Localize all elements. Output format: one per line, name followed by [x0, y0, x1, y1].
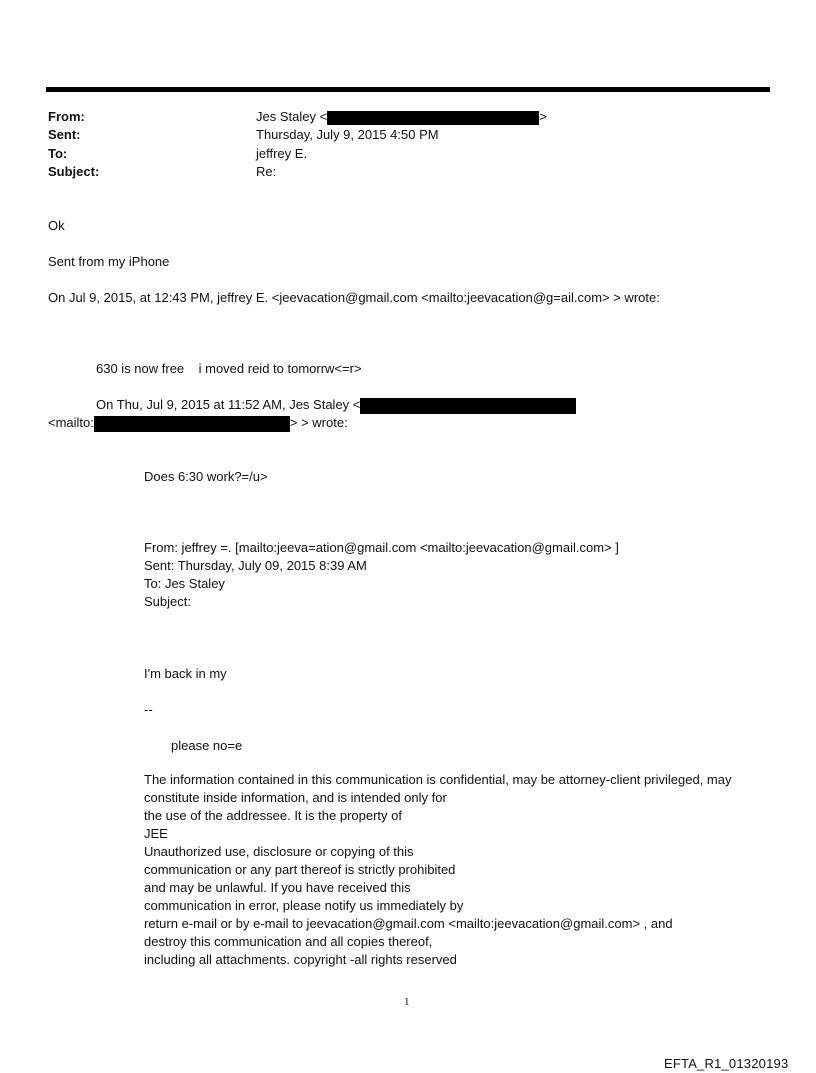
disclaimer — [144, 771, 731, 969]
to-value: jeffrey E. — [256, 146, 308, 161]
disclaimer-line: communication in error, please notify us immediately by — [144, 898, 464, 913]
level1-quote-intro-b — [48, 414, 348, 432]
disclaimer-line: the use of the addressee. It is the property of — [144, 808, 402, 823]
disclaimer-line: destroy this communication and all copies thereof, — [144, 934, 433, 949]
signature-separator: -- — [144, 702, 153, 717]
to-label: To: — [48, 146, 68, 161]
level1-quote-intro-a — [96, 396, 576, 414]
header-rule — [46, 87, 770, 92]
disclaimer-line: communication or any part thereof is strictly prohibited — [144, 862, 456, 877]
sent-label: Sent: — [48, 127, 81, 142]
mailto-prefix: <mailto: — [48, 415, 94, 430]
signature-text: Sent from my iPhone — [48, 254, 170, 269]
disclaimer-line: including all attachments. copyright -all rights reserved — [144, 952, 457, 967]
disclaimer-line: The information contained in this communication is confidential, may be attorney-client privileged, may — [144, 772, 732, 787]
redaction-bar — [360, 398, 576, 414]
disclaimer-line: constitute inside information, and is intended only for — [144, 790, 447, 805]
redaction-bar — [327, 111, 539, 125]
level1-message: 630 is now free i moved reid to tomorrw<=r> — [96, 361, 362, 376]
from-value — [256, 108, 547, 125]
redaction-bar — [94, 416, 290, 432]
disclaimer-line: return e-mail or by e-mail to jeevacation@gmail.com <mailto:jeevacation@gmail.com> , and — [144, 916, 673, 931]
wrote-text: > > wrote: — [289, 415, 348, 430]
signature-note: please no=e — [171, 738, 243, 753]
bates-id: EFTA_R1_01320193 — [664, 1056, 789, 1071]
fwd-to: To: Jes Staley — [144, 576, 225, 591]
fwd-sent: Sent: Thursday, July 09, 2015 8:39 AM — [144, 558, 367, 573]
reply-text: Ok — [48, 218, 65, 233]
disclaimer-line: Unauthorized use, disclosure or copying of this — [144, 844, 414, 859]
quote-intro: On Jul 9, 2015, at 12:43 PM, jeffrey E. <jeevacation@gmail.com <mailto:jeevacation@g=ail.com> > wrote: — [48, 290, 660, 305]
fwd-subject: Subject: — [144, 594, 191, 609]
disclaimer-line: and may be unlawful. If you have received this — [144, 880, 411, 895]
from-name: Jes Staley < — [256, 109, 328, 124]
fwd-from: From: jeffrey =. [mailto:jeeva=ation@gmail.com <mailto:jeevacation@gmail.com> ] — [144, 540, 619, 555]
level1-quote-intro-text: On Thu, Jul 9, 2015 at 11:52 AM, Jes Staley < — [96, 397, 361, 412]
fwd-message: I'm back in my — [144, 666, 227, 681]
disclaimer-line: JEE — [144, 826, 168, 841]
from-close-bracket: > — [539, 109, 547, 124]
subject-value: Re: — [256, 164, 277, 179]
level2-message: Does 6:30 work?=/u> — [144, 469, 268, 484]
from-label: From: — [48, 109, 85, 124]
sent-value: Thursday, July 9, 2015 4:50 PM — [256, 127, 439, 142]
subject-label: Subject: — [48, 164, 100, 179]
page-number: 1 — [404, 996, 410, 1008]
